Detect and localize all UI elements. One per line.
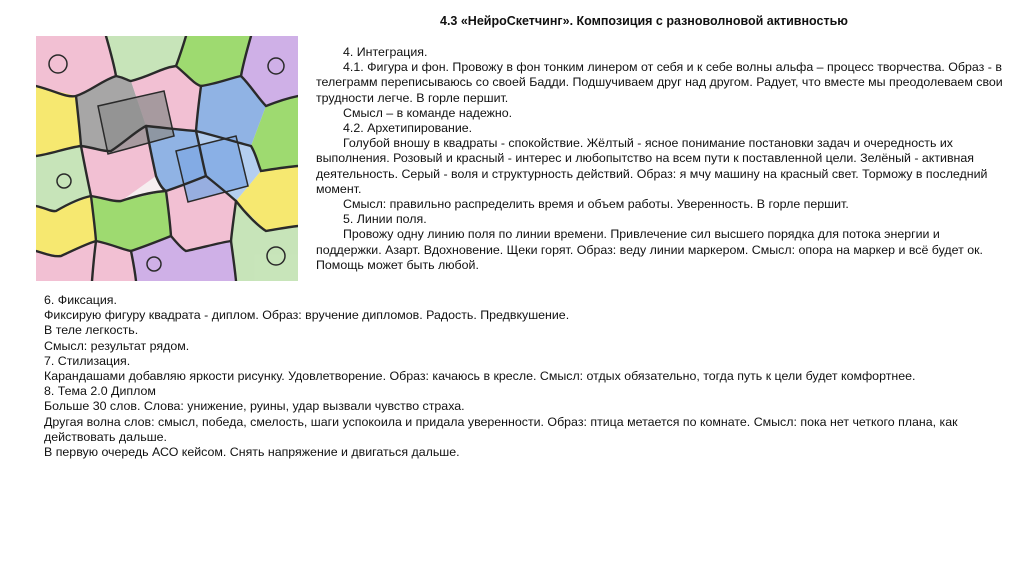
paragraph-archetyping: 4.2. Архетипирование. [343,121,473,136]
right-text-block [316,45,1006,273]
paragraph-field-line-description: Провожу одну линию поля по линии времени. Привлечение сил высшего порядка для потока энергии и поддержки. Азарт. Вдохновение. Щеки горят. Образ: веду линии маркером. Смысл: опора на маркер и всё будет ок. Помощь может быть любой. [316,227,983,272]
paragraph-colors: Голубой вношу в квадраты - спокойствие. Жёлтый - ясное понимание постановки задач и очередность их выполнения. Розовый и красный - интерес и любопытство на всем пути к поставленной цели. Зелёный - активная деятельность. Серый - воля и структурность действий. Образ: я мчу машину на красный свет. Торможу в последний момент. [316,136,988,196]
paragraph-field-lines: 5. Линии поля. [343,212,427,227]
line-fixation: 6. Фиксация. [44,293,117,307]
neurographic-artwork-image [36,36,298,281]
line-aso-case: В первую очередь АСО кейсом. Снять напряжение и двигаться дальше. [44,445,460,460]
line-body-lightness: В теле легкость. [44,323,139,338]
paragraph-figure-ground: 4.1. Фигура и фон. Провожу в фон тонким линером от себя и к себе волны альфа – процесс творчества. Образ - в телеграмм переписываюсь со своей Бадди. Подшучиваем друг над другом. Радует, что вместе мы преодолеваем свои трудности легче. В горле першит. [316,60,1003,105]
bottom-text-block [44,293,974,460]
line-theme-diploma: 8. Тема 2.0 Диплом [44,384,156,399]
line-stylization-detail: Карандашами добавляю яркости рисунку. Удовлетворение. Образ: качаюсь в кресле. Смысл: отдых обязательно, тогда путь к цели будет комфортнее. [44,369,916,384]
line-words-confidence: Другая волна слов: смысл, победа, смелость, шаги успокоила и придала уверенности. Образ: птица метается по комнате. Смысл: пока нет четкого плана, как действовать дальше. [44,414,958,444]
slide-title: 4.3 «НейроСкетчинг». Композиция с разноволновой активностью [440,14,848,28]
line-fixation-detail: Фиксирую фигуру квадрата - диплом. Образ: вручение дипломов. Радость. Предвкушение. [44,308,570,323]
line-words-fear: Больше 30 слов. Слова: унижение, руины, удар вызвали чувство страха. [44,399,465,414]
paragraph-meaning-team: Смысл – в команде надежно. [343,105,513,120]
line-meaning-result: Смысл: результат рядом. [44,338,190,353]
paragraph-meaning-time: Смысл: правильно распределить время и объем работы. Уверенность. В горле першит. [343,197,849,212]
line-stylization: 7. Стилизация. [44,353,131,368]
paragraph-integration: 4. Интеграция. [343,45,428,59]
